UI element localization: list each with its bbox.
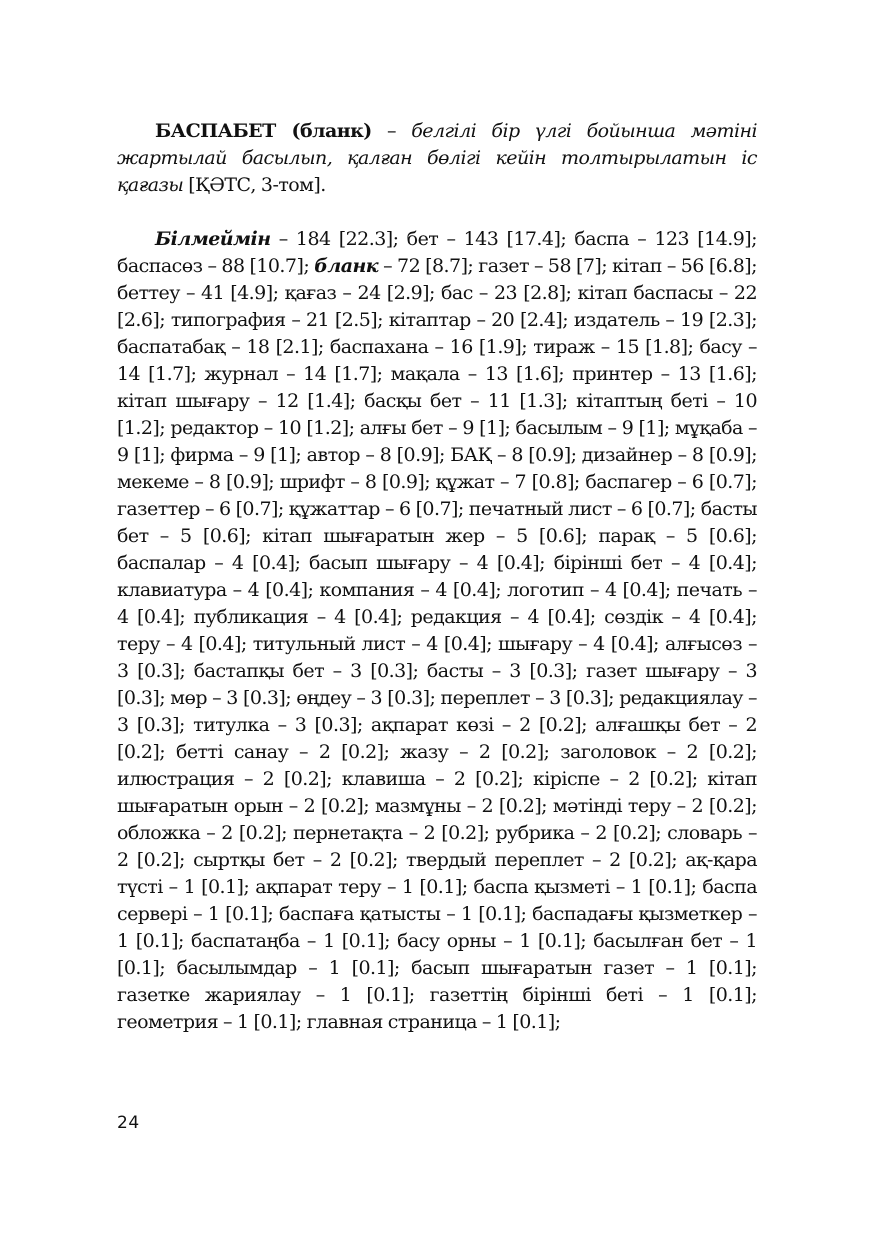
definition-text: белгілі бір үлгі бойынша мәтіні жартылай басылып, қалған бөлігі кейін толтырылатын іс қағазы <box>117 120 757 196</box>
page-number: 24 <box>117 1113 140 1133</box>
responses-label: Білмеймін <box>155 228 271 250</box>
responses-highlight: бланк <box>314 255 379 277</box>
definition-term: БАСПАБЕТ (бланк) <box>155 120 372 142</box>
responses-part2: – 72 [8.7]; газет – 58 [7]; кітап – 56 [6.8]; беттеу – 41 [4.9]; қағаз – 24 [2.9]; бас – 23 [2.8]; кітап баспасы – 22 [2.6]; типография – 21 [2.5]; кітаптар – 20 [2.4]; издатель – 19 [2.3]; баспатабақ – 18 [2.1]; баспахана – 16 [1.9]; тираж – 15 [1.8]; басу – 14 [1.7]; журнал – 14 [1.7]; мақала – 13 [1.6]; принтер – 13 [1.6]; кітап шығару – 12 [1.4]; басқы бет – 11 [1.3]; кітаптың беті – 10 [1.2]; редактор – 10 [1.2]; алғы бет – 9 [1]; басылым – 9 [1]; мұқаба – 9 [1]; фирма – 9 [1]; автор – 8 [0.9]; БАҚ – 8 [0.9]; дизайнер – 8 [0.9]; мекеме – 8 [0.9]; шрифт – 8 [0.9]; құжат – 7 [0.8]; баспагер – 6 [0.7]; газеттер – 6 [0.7]; құжаттар – 6 [0.7]; печатный лист – 6 [0.7]; басты бет – 5 [0.6]; кітап шығаратын жер – 5 [0.6]; парақ – 5 [0.6]; баспалар – 4 [0.4]; басып шығару – 4 [0.4]; бірінші бет – 4 [0.4]; клавиатура – 4 [0.4]; компания – 4 [0.4]; логотип – 4 [0.4]; печать – 4 [0.4]; публикация – 4 [0.4]; редакция – 4 [0.4]; сөздік – 4 [0.4]; теру – 4 [0.4]; титульный лист – 4 [0.4]; шығару – 4 [0.4]; алғысөз – 3 [0.3]; бастапқы бет – 3 [0.3]; басты – 3 [0.3]; газет шығару – 3 [0.3]; мөр – 3 [0.3]; өңдеу – 3 [0.3]; переплет – 3 [0.3]; редакциялау – 3 [0.3]; титулка – 3 [0.3]; ақпарат көзі – 2 [0.2]; алғашқы бет – 2 [0.2]; бетті санау – 2 [0.2]; жазу – 2 [0.2]; заголовок – 2 [0.2]; илюстрация – 2 [0.2]; клавиша – 2 [0.2]; кіріспе – 2 [0.2]; кітап шығаратын орын – 2 [0.2]; мазмұны – 2 [0.2]; мәтінді теру – 2 [0.2]; обложка – 2 [0.2]; пернетақта – 2 [0.2]; рубрика – 2 [0.2]; словарь – 2 [0.2]; сыртқы бет – 2 [0.2]; твердый переплет – 2 [0.2]; ақ-қара түсті – 1 [0.1]; ақпарат теру – 1 [0.1]; баспа қызметі – 1 [0.1]; баспа сервері – 1 [0.1]; баспаға қатысты – 1 [0.1]; баспадағы қызметкер – 1 [0.1]; баспатаңба – 1 [0.1]; басу орны – 1 [0.1]; басылған бет – 1 [0.1]; басылымдар – 1 [0.1]; басып шығаратын газет – 1 [0.1]; газетке жариялау – 1 [0.1]; газеттің бірінші беті – 1 [0.1]; геометрия – 1 [0.1]; главная страница – 1 [0.1]; <box>117 255 757 1033</box>
definition-paragraph <box>117 118 757 199</box>
definition-dash: – <box>371 120 412 142</box>
responses-part1: – 184 [22.3]; бет – 143 [17.4]; баспа – 123 [14.9]; баспасөз – 88 [10.7]; <box>117 228 757 277</box>
responses-paragraph <box>117 226 757 1036</box>
definition-source: [ҚӘТС, 3-том]. <box>183 174 326 196</box>
document-page <box>117 118 757 1198</box>
